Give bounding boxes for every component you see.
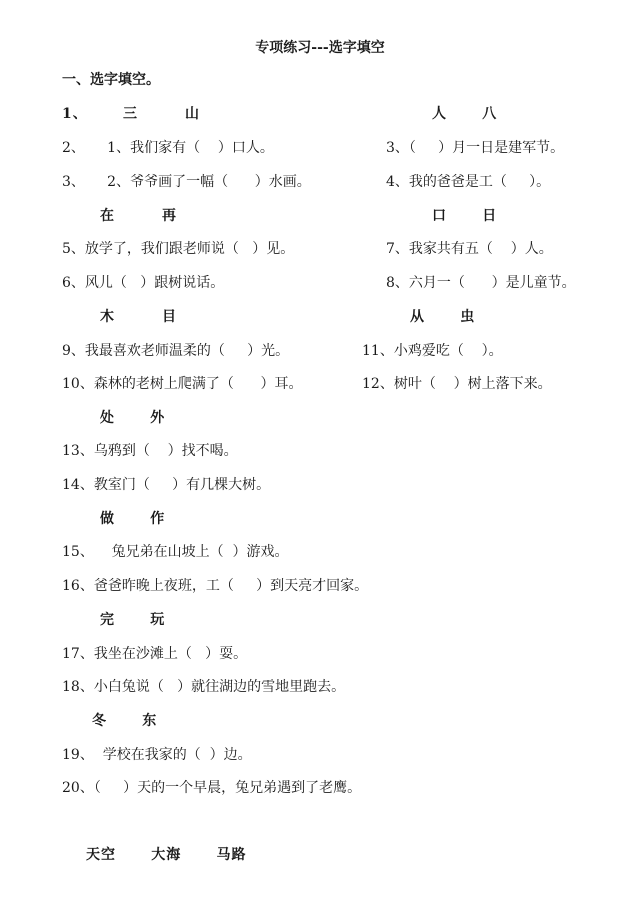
choice-row-3-left: 木 目: [100, 309, 177, 325]
choice-row-5: 做 作: [100, 511, 166, 527]
choice-row-2-left: 在 再: [100, 208, 177, 224]
question-7: 7、我家共有五（ ）人。: [386, 241, 553, 257]
choice-row-6: 完 玩: [100, 612, 166, 628]
page-title: 专项练习---选字填空: [255, 40, 385, 56]
question-2: 2、 1、我们家有（ ）口人。: [62, 140, 274, 156]
question-6: 6、风儿（ ）跟树说话。: [62, 275, 225, 291]
section-heading: 一、选字填空。: [62, 72, 160, 88]
question-14: 14、教室门（ ）有几棵大树。: [62, 477, 271, 493]
question-4: 4、我的爸爸是工（ ）。: [386, 174, 551, 190]
question-17: 17、我坐在沙滩上（ ）耍。: [62, 646, 248, 662]
choice-row-1-right: 人 八: [432, 106, 498, 122]
choice-row-2-right: 口 日: [432, 208, 498, 224]
question-5: 5、放学了，我们跟老师说（ ）见。: [62, 241, 295, 257]
question-13: 13、乌鸦到（ ）找不喝。: [62, 443, 238, 459]
choice-row-1-left: 1、 三 山: [62, 106, 200, 122]
question-3-left: 3、 2、爷爷画了一幅（ ）水画。: [62, 174, 311, 190]
question-18: 18、小白兔说（ ）就往湖边的雪地里跑去。: [62, 679, 346, 695]
question-3: 3、（ ）月一日是建军节。: [386, 140, 565, 156]
question-15: 15、 兔兄弟在山坡上（ ）游戏。: [62, 544, 289, 560]
question-9: 9、我最喜欢老师温柔的（ ）光。: [62, 343, 290, 359]
question-20: 20、（ ）天的一个早晨，兔兄弟遇到了老鹰。: [62, 780, 362, 796]
choice-row-4: 处 外: [100, 410, 166, 426]
question-12: 12、树叶（ ）树上落下来。: [362, 376, 552, 392]
question-8: 8、六月一（ ）是儿童节。: [386, 275, 576, 291]
question-11: 11、小鸡爱吃（ ）。: [362, 343, 503, 359]
question-19: 19、 学校在我家的（ ）边。: [62, 747, 252, 763]
footer-word-choices: 天空 大海 马路: [86, 847, 247, 863]
choice-row-3-right: 从 虫: [410, 309, 476, 325]
question-10: 10、森林的老树上爬满了（ ）耳。: [62, 376, 303, 392]
question-16: 16、爸爸昨晚上夜班，工（ ）到天亮才回家。: [62, 578, 369, 594]
choice-row-7: 冬 东: [92, 713, 158, 729]
